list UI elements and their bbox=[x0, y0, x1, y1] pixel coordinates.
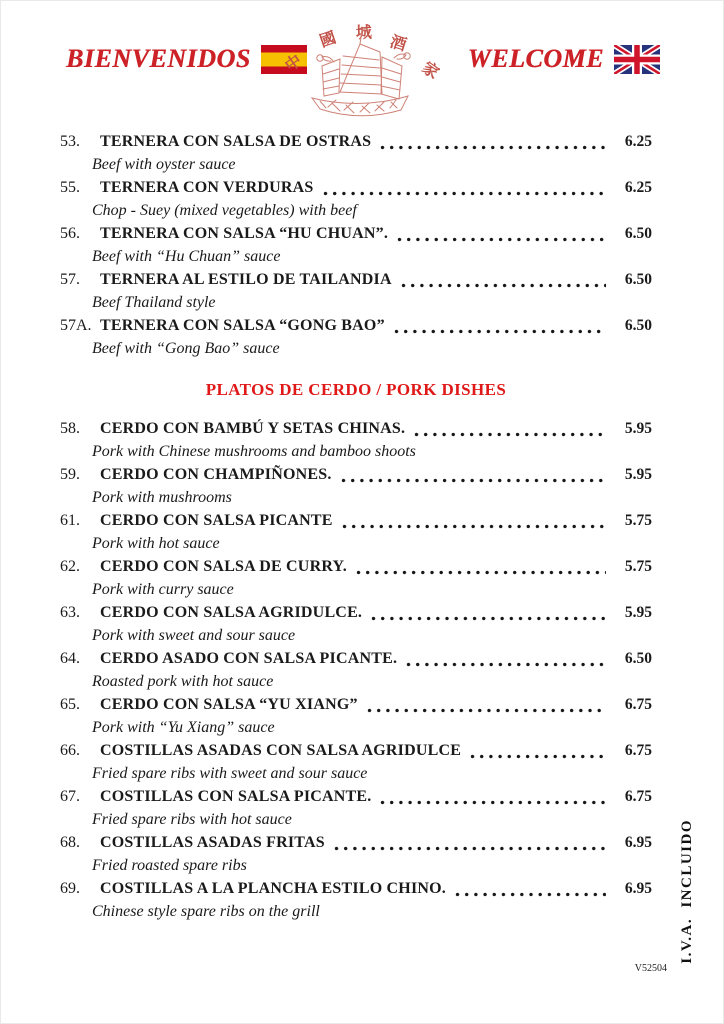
item-name: CERDO CON SALSA DE CURRY. bbox=[100, 558, 347, 575]
menu-item bbox=[60, 417, 652, 463]
item-name: COSTILLAS ASADAS FRITAS bbox=[100, 834, 325, 851]
item-number: 62. bbox=[60, 558, 80, 575]
item-name: CERDO CON SALSA AGRIDULCE. bbox=[100, 604, 363, 621]
item-price: 6.75 bbox=[624, 742, 652, 759]
menu-item bbox=[60, 601, 652, 647]
dotted-leader bbox=[354, 560, 606, 578]
item-name: COSTILLAS CON SALSA PICANTE. bbox=[100, 788, 372, 805]
section-heading: PLATOS DE CERDO / PORK DISHES bbox=[205, 380, 507, 399]
dotted-leader bbox=[321, 181, 606, 199]
item-description: Pork with mushrooms bbox=[92, 489, 232, 506]
item-number: 58. bbox=[60, 420, 80, 437]
item-price: 6.50 bbox=[624, 317, 652, 334]
item-description: Pork with hot sauce bbox=[92, 535, 220, 552]
svg-text:中: 中 bbox=[282, 52, 306, 76]
dotted-leader bbox=[332, 836, 606, 854]
item-price: 6.75 bbox=[624, 696, 652, 713]
item-description: Beef Thailand style bbox=[92, 294, 216, 311]
menu-item bbox=[60, 176, 652, 222]
menu-item bbox=[60, 647, 652, 693]
item-price: 6.75 bbox=[624, 788, 652, 805]
item-price: 6.95 bbox=[624, 834, 652, 851]
item-description: Pork with curry sauce bbox=[92, 581, 234, 598]
tax-included-note: I.V.A. INCLUIDO bbox=[679, 819, 695, 964]
item-name: COSTILLAS A LA PLANCHA ESTILO CHINO. bbox=[100, 880, 446, 897]
item-price: 6.25 bbox=[624, 179, 652, 196]
junk-boat-logo bbox=[274, 12, 450, 129]
dotted-leader bbox=[369, 606, 606, 624]
svg-text:城: 城 bbox=[355, 24, 373, 42]
dotted-leader bbox=[378, 790, 606, 808]
svg-text:酒: 酒 bbox=[387, 33, 409, 55]
uk-flag-icon bbox=[614, 45, 660, 74]
item-description: Chinese style spare ribs on the grill bbox=[92, 903, 320, 920]
menu-item bbox=[60, 222, 652, 268]
dotted-leader bbox=[365, 698, 606, 716]
item-price: 6.50 bbox=[624, 225, 652, 242]
menu-item bbox=[60, 130, 652, 176]
dotted-leader bbox=[339, 468, 606, 486]
item-description: Beef with “Gong Bao” sauce bbox=[92, 340, 280, 357]
dotted-leader bbox=[395, 227, 606, 245]
item-number: 63. bbox=[60, 604, 80, 621]
dotted-leader bbox=[340, 514, 606, 532]
item-description: Pork with sweet and sour sauce bbox=[92, 627, 296, 644]
item-price: 5.75 bbox=[624, 558, 652, 575]
item-number: 61. bbox=[60, 512, 80, 529]
menu-item bbox=[60, 555, 652, 601]
item-name: CERDO CON BAMBÚ Y SETAS CHINAS. bbox=[100, 420, 406, 437]
item-price: 5.75 bbox=[624, 512, 652, 529]
item-number: 64. bbox=[60, 650, 80, 667]
item-description: Chop - Suey (mixed vegetables) with beef bbox=[92, 202, 357, 219]
item-number: 56. bbox=[60, 225, 80, 242]
welcome-label: WELCOME bbox=[467, 44, 604, 73]
item-price: 5.95 bbox=[624, 420, 652, 437]
item-name: TERNERA CON VERDURAS bbox=[100, 179, 314, 196]
header-english bbox=[468, 44, 660, 74]
dotted-leader bbox=[468, 744, 606, 762]
menu-item bbox=[60, 831, 652, 877]
dotted-leader bbox=[453, 882, 606, 900]
menu-item bbox=[60, 314, 652, 360]
dotted-leader bbox=[404, 652, 606, 670]
item-description: Pork with Chinese mushrooms and bamboo shoots bbox=[92, 443, 416, 460]
item-name: CERDO ASADO CON SALSA PICANTE. bbox=[100, 650, 398, 667]
item-price: 6.25 bbox=[624, 133, 652, 150]
item-name: CERDO CON SALSA PICANTE bbox=[100, 512, 333, 529]
item-description: Fried spare ribs with sweet and sour sauce bbox=[92, 765, 368, 782]
svg-text:家: 家 bbox=[418, 59, 442, 83]
item-number: 59. bbox=[60, 466, 80, 483]
item-number: 68. bbox=[60, 834, 80, 851]
item-number: 57A. bbox=[60, 317, 92, 334]
item-number: 53. bbox=[60, 133, 80, 150]
menu-item bbox=[60, 268, 652, 314]
item-name: CERDO CON CHAMPIÑONES. bbox=[100, 466, 332, 483]
item-price: 5.95 bbox=[624, 604, 652, 621]
menu-item bbox=[60, 785, 652, 831]
svg-text:國: 國 bbox=[317, 29, 339, 51]
item-name: TERNERA AL ESTILO DE TAILANDIA bbox=[100, 271, 392, 288]
item-description: Roasted pork with hot sauce bbox=[92, 673, 274, 690]
item-number: 67. bbox=[60, 788, 80, 805]
item-price: 5.95 bbox=[624, 466, 652, 483]
item-name: TERNERA CON SALSA DE OSTRAS bbox=[100, 133, 372, 150]
item-description: Pork with “Yu Xiang” sauce bbox=[92, 719, 275, 736]
item-description: Fried roasted spare ribs bbox=[92, 857, 247, 874]
item-description: Beef with oyster sauce bbox=[92, 156, 236, 173]
item-price: 6.50 bbox=[624, 650, 652, 667]
item-name: TERNERA CON SALSA “HU CHUAN”. bbox=[100, 225, 389, 242]
menu-list bbox=[60, 130, 652, 923]
item-number: 66. bbox=[60, 742, 80, 759]
menu-item bbox=[60, 877, 652, 923]
item-price: 6.50 bbox=[624, 271, 652, 288]
item-description: Beef with “Hu Chuan” sauce bbox=[92, 248, 281, 265]
dotted-leader bbox=[378, 135, 606, 153]
item-number: 57. bbox=[60, 271, 80, 288]
menu-item bbox=[60, 463, 652, 509]
bienvenidos-label: BIENVENIDOS bbox=[66, 44, 251, 73]
item-number: 55. bbox=[60, 179, 80, 196]
item-description: Fried spare ribs with hot sauce bbox=[92, 811, 292, 828]
item-name: TERNERA CON SALSA “GONG BAO” bbox=[100, 317, 385, 334]
item-number: 69. bbox=[60, 880, 80, 897]
print-code: V52504 bbox=[634, 963, 667, 974]
item-price: 6.95 bbox=[624, 880, 652, 897]
dotted-leader bbox=[412, 422, 606, 440]
menu-item bbox=[60, 693, 652, 739]
menu-item bbox=[60, 509, 652, 555]
menu-item bbox=[60, 739, 652, 785]
item-name: CERDO CON SALSA “YU XIANG” bbox=[100, 696, 358, 713]
item-name: COSTILLAS ASADAS CON SALSA AGRIDULCE bbox=[100, 742, 462, 759]
dotted-leader bbox=[392, 319, 606, 337]
header-spanish bbox=[66, 44, 307, 74]
dotted-leader bbox=[399, 273, 606, 291]
item-number: 65. bbox=[60, 696, 80, 713]
